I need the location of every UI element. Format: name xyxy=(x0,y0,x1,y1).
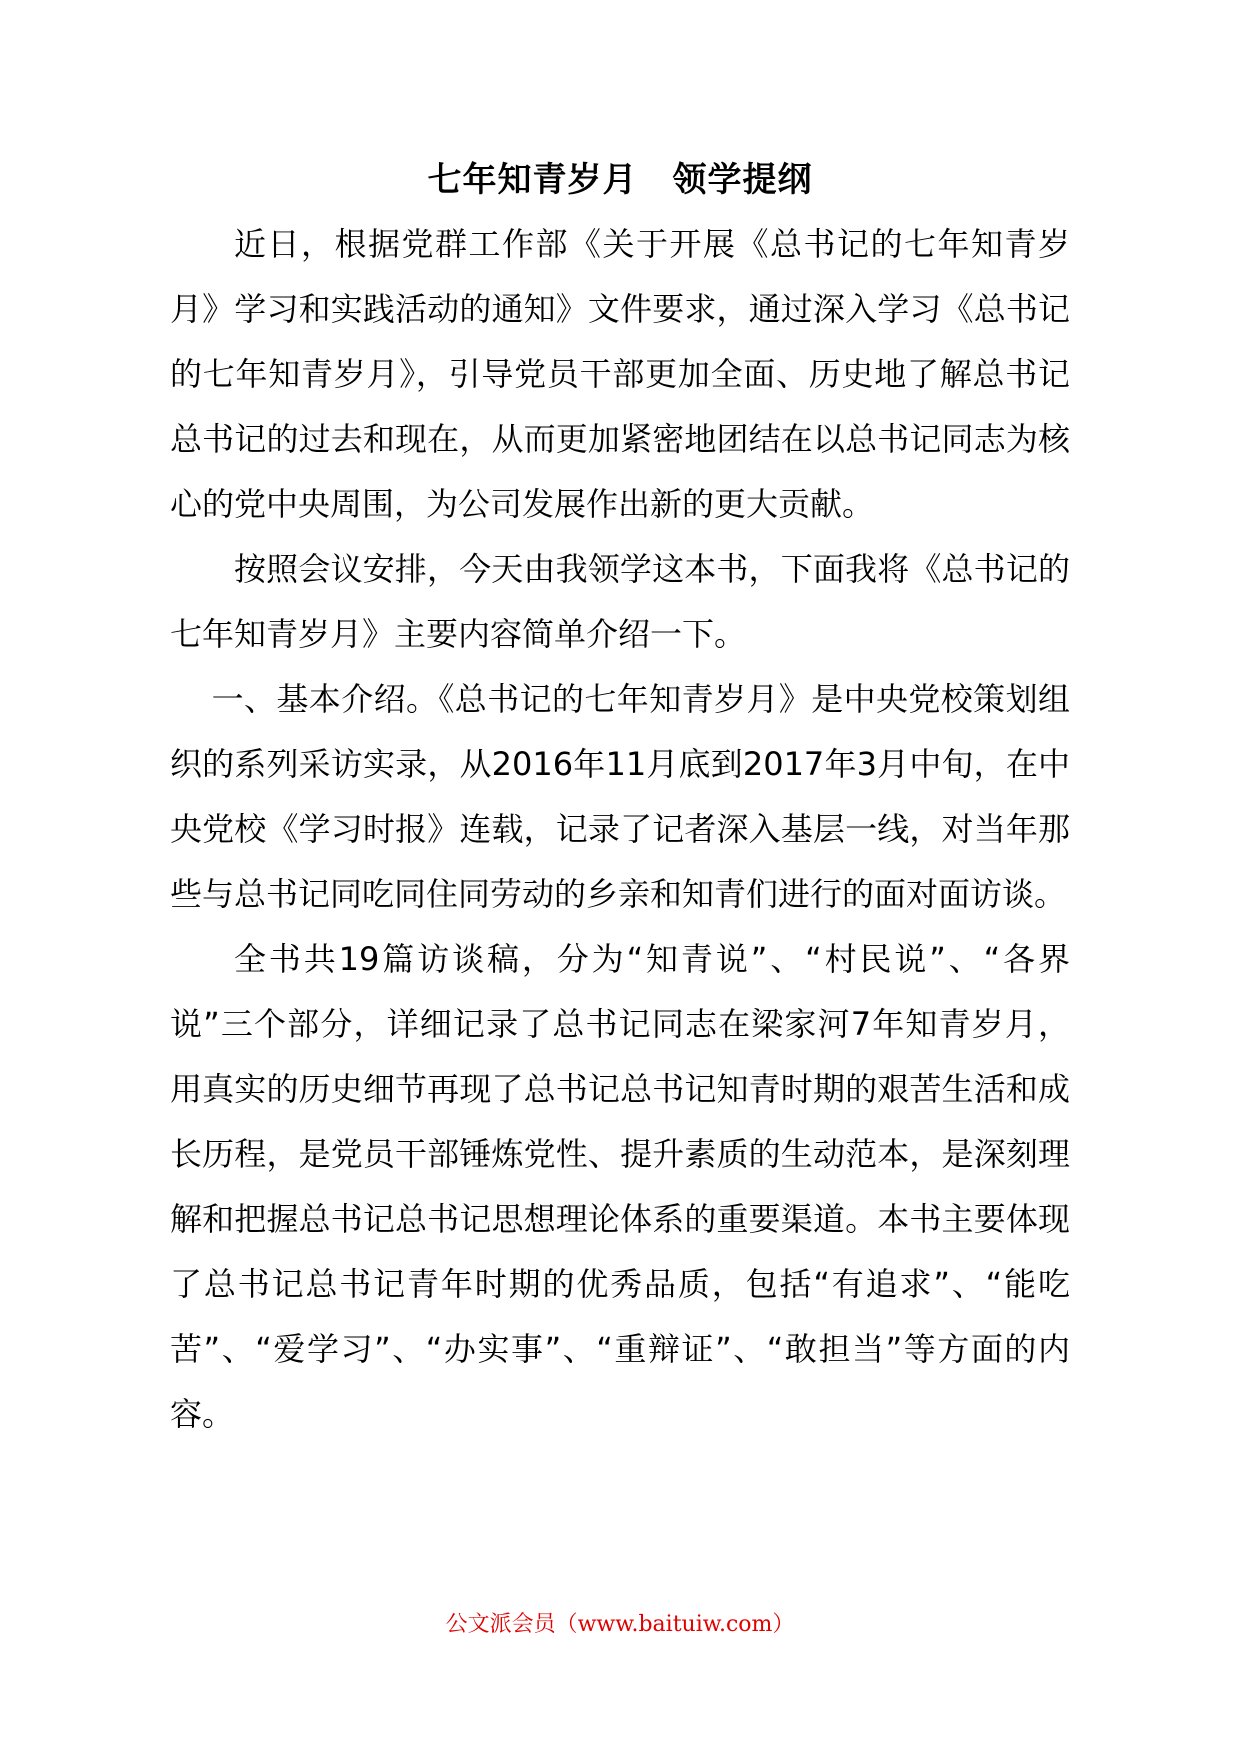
paragraph-book-content: 全书共19篇访谈稿，分为“知青说”、“村民说”、“各界说”三个部分，详细记录了总书记同志在梁家河7年知青岁月，用真实的历史细节再现了总书记总书记知青时期的艰苦生活和成长历程，是党员干部锤炼党性、提升素质的生动范本，是深刻理解和把握总书记总书记思想理论体系的重要渠道。本书主要体现了总书记总书记青年时期的优秀品质，包括“有追求”、“能吃苦”、“爱学习”、“办实事”、“重辩证”、“敢担当”等方面的内容。 xyxy=(170,940,1070,1433)
footer-watermark: 公文派会员（www.baituiw.com） xyxy=(445,1612,795,1637)
paragraph-intro: 近日，根据党群工作部《关于开展《总书记的七年知青岁月》学习和实践活动的通知》文件要求，通过深入学习《总书记的七年知青岁月》，引导党员干部更加全面、历史地了解总书记总书记的过去和现在，从而更加紧密地团结在以总书记同志为核心的党中央周围，为公司发展作出新的更大贡献。 xyxy=(170,225,1070,523)
paragraph-basic-introduction: 一、基本介绍。《总书记的七年知青岁月》是中央党校策划组织的系列采访实录，从2016年11月底到2017年3月中旬，在中央党校《学习时报》连载，记录了记者深入基层一线，对当年那些与总书记同吃同住同劳动的乡亲和知青们进行的面对面访谈。 xyxy=(170,680,1070,913)
document-title: 七年知青岁月 领学提纲 xyxy=(427,160,813,200)
paragraph-arrangement: 按照会议安排，今天由我领学这本书，下面我将《总书记的七年知青岁月》主要内容简单介绍一下。 xyxy=(170,550,1070,653)
document-body xyxy=(170,212,1070,1447)
